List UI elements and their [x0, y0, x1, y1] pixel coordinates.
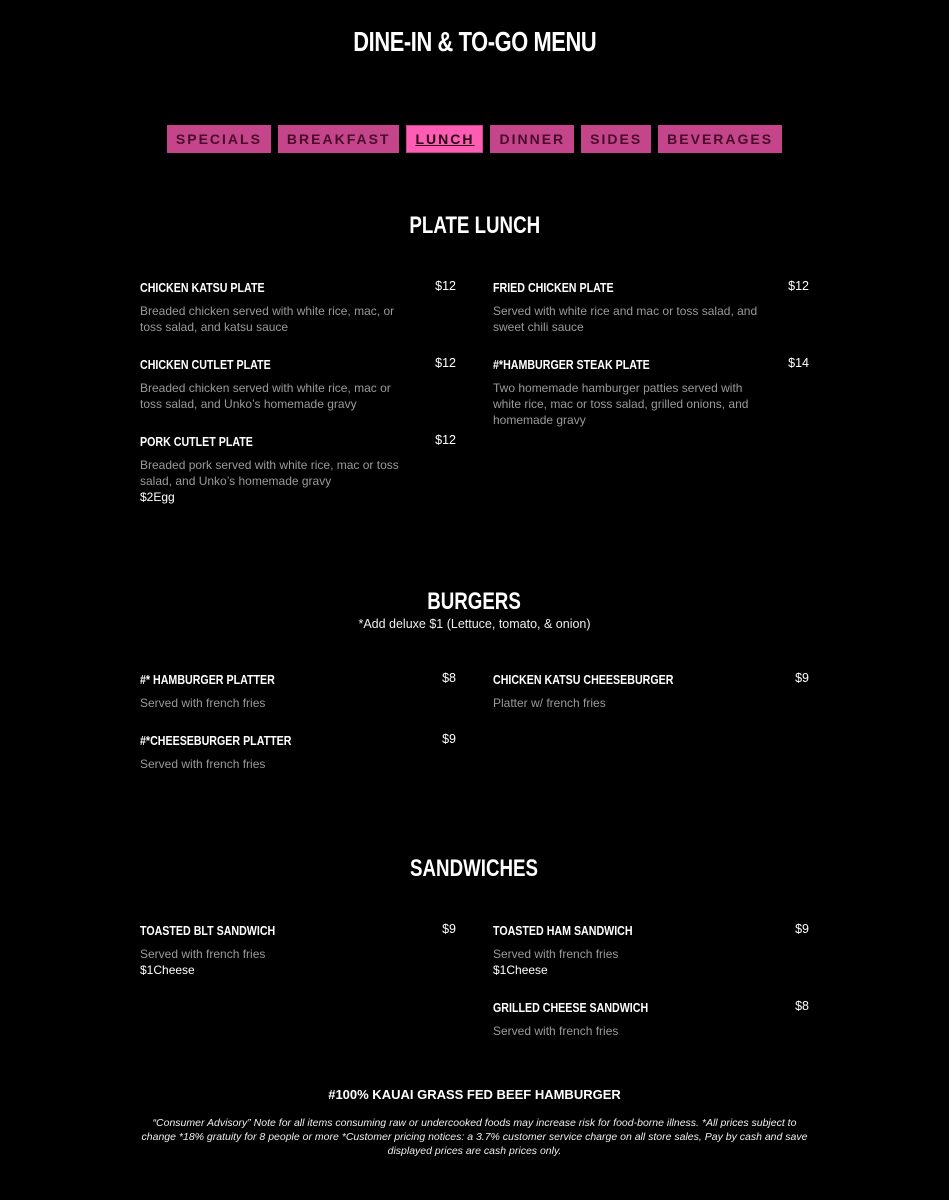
tab-dinner[interactable]: DINNER: [490, 125, 574, 153]
consumer-advisory-note: “Consumer Advisory” Note for all items consuming raw or undercooked foods may increase risk for food-borne illness. *All prices subject to change *18% gratuity for 8 people or more *Customer pricing notices: a 3.7% customer service charge on all store sales, Pay by cash and save displayed prices are cash prices only.: [141, 1117, 808, 1157]
item-description: Breaded pork served with white rice, mac or toss salad, and Unko’s homemade gravy: [140, 458, 399, 488]
item-name: CHICKEN CUTLET PLATE: [140, 357, 271, 372]
tab-sides[interactable]: SIDES: [581, 125, 651, 153]
item-addon: $2Egg: [140, 490, 175, 504]
menu-item: [493, 356, 809, 428]
menu-item: [140, 732, 456, 772]
item-description: Two homemade hamburger patties served with white rice, mac or toss salad, grilled onions, and homemade gravy: [493, 381, 749, 427]
menu-item: [140, 356, 456, 412]
item-addon: $1Cheese: [493, 963, 548, 977]
item-name: PORK CUTLET PLATE: [140, 434, 253, 449]
item-addon: $1Cheese: [140, 963, 195, 977]
item-price: $12: [788, 279, 809, 293]
item-name: FRIED CHICKEN PLATE: [493, 280, 614, 295]
section-title-sandwiches: SANDWICHES: [410, 855, 539, 882]
menu-item: [493, 999, 809, 1039]
item-price: $9: [442, 732, 456, 746]
item-name: #*CHEESEBURGER PLATTER: [140, 733, 292, 748]
item-name: CHICKEN KATSU PLATE: [140, 280, 265, 295]
item-description: Served with french fries: [493, 947, 619, 961]
menu-item: [140, 433, 456, 505]
item-price: $9: [795, 671, 809, 685]
item-price: $8: [442, 671, 456, 685]
menu-item: [493, 671, 809, 711]
item-name: TOASTED BLT SANDWICH: [140, 923, 276, 938]
tab-breakfast[interactable]: BREAKFAST: [278, 125, 400, 153]
menu-tabs: [0, 125, 949, 153]
tab-beverages[interactable]: BEVERAGES: [658, 125, 782, 153]
item-description: Served with white rice and mac or toss salad, and sweet chili sauce: [493, 304, 758, 334]
item-description: Served with french fries: [140, 947, 266, 961]
section-title-burgers: BURGERS: [427, 588, 522, 615]
item-name: TOASTED HAM SANDWICH: [493, 923, 633, 938]
section-subtitle-burgers: *Add deluxe $1 (Lettuce, tomato, & onion): [358, 617, 591, 631]
item-price: $12: [435, 356, 456, 370]
item-description: Served with french fries: [140, 696, 266, 710]
item-name: CHICKEN KATSU CHEESEBURGER: [493, 672, 674, 687]
tab-lunch[interactable]: LUNCH: [406, 125, 483, 153]
item-description: Served with french fries: [140, 757, 266, 771]
menu-item: [493, 279, 809, 335]
item-price: $9: [442, 922, 456, 936]
item-price: $12: [435, 279, 456, 293]
menu-item: [140, 922, 456, 978]
section-title-plate-lunch: PLATE LUNCH: [409, 212, 540, 239]
item-name: #* HAMBURGER PLATTER: [140, 672, 275, 687]
page-title: DINE-IN & TO-GO MENU: [353, 26, 596, 57]
menu-item: [493, 922, 809, 978]
item-description: Breaded chicken served with white rice, mac, or toss salad, and katsu sauce: [140, 304, 395, 334]
item-name: GRILLED CHEESE SANDWICH: [493, 1000, 649, 1015]
item-description: Served with french fries: [493, 1024, 619, 1038]
beef-notice-headline: #100% KAUAI GRASS FED BEEF HAMBURGER: [328, 1087, 621, 1102]
item-price: $14: [788, 356, 809, 370]
item-price: $12: [435, 433, 456, 447]
item-price: $9: [795, 922, 809, 936]
item-description: Breaded chicken served with white rice, mac or toss salad, and Unko’s homemade gravy: [140, 381, 391, 411]
item-name: #*HAMBURGER STEAK PLATE: [493, 357, 650, 372]
tab-specials[interactable]: SPECIALS: [167, 125, 271, 153]
menu-item: [140, 279, 456, 335]
menu-item: [140, 671, 456, 711]
item-description: Platter w/ french fries: [493, 696, 606, 710]
item-price: $8: [795, 999, 809, 1013]
